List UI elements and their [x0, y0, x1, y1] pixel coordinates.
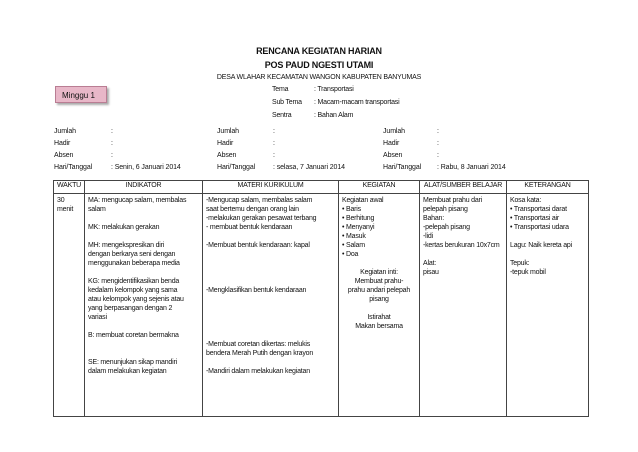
absen-label: Absen	[217, 152, 237, 159]
text-line: • Transportasi udara	[510, 223, 585, 232]
text-line: -tepuk mobil	[510, 269, 546, 276]
text-line: Istirahat	[367, 314, 391, 321]
header-alat: ALAT/SUMBER BELAJAR	[420, 181, 507, 194]
text-line: B: membuat coretan bermakna	[88, 332, 179, 339]
text-line: Makan bersama	[355, 323, 403, 330]
sentra-value: : Bahan Alam	[314, 112, 354, 119]
header-waktu: WAKTU	[54, 181, 85, 194]
activity-table	[53, 180, 589, 417]
text-line	[206, 295, 335, 304]
kegiatan-list	[342, 205, 416, 259]
page-title: RENCANA KEGIATAN HARIAN	[256, 46, 382, 56]
keterangan-list	[510, 205, 585, 232]
colon: :	[111, 128, 113, 135]
jumlah-label: Jumlah	[383, 128, 405, 135]
text-line: salam	[88, 206, 106, 213]
text-line: -Mandiri dalam melakukan kegiatan	[206, 368, 310, 375]
text-line: -lidi	[423, 233, 433, 240]
text-line: KG: mengidentifikasikan benda	[88, 278, 180, 285]
text-line	[88, 268, 199, 277]
text-line: pelepah pisang	[423, 206, 468, 213]
text-line: pisang	[369, 296, 389, 303]
text-line: • Transportasi air	[510, 214, 585, 223]
text-line: • Masuk	[342, 232, 416, 241]
text-line: Membuat prahu-	[354, 278, 404, 285]
text-line	[206, 313, 335, 322]
text-line: -pelepah pisang	[423, 224, 470, 231]
text-line: • Transportasi darat	[510, 205, 585, 214]
colon: :	[111, 140, 113, 147]
text-line: Lagu: Naik kereta api	[510, 242, 572, 249]
hadir-label: Hadir	[54, 140, 71, 147]
subtheme-key: Sub Tema	[272, 99, 302, 106]
table-row	[54, 194, 589, 417]
colon: :	[273, 152, 275, 159]
tanggal-label: Hari/Tanggal	[383, 164, 422, 171]
header-kegiatan: KEGIATAN	[339, 181, 420, 194]
theme-key: Tema	[272, 86, 289, 93]
text-line	[88, 232, 199, 241]
text-line	[206, 277, 335, 286]
school-address: DESA WLAHAR KECAMATAN WANGON KABUPATEN BANYUMAS	[216, 74, 422, 81]
text-line: MK: melakukan gerakan	[88, 224, 160, 231]
text-line: prahu andari pelepah	[347, 287, 411, 294]
text-line	[206, 304, 335, 313]
spacer	[342, 259, 416, 268]
header-keterangan: KETERANGAN	[507, 181, 589, 194]
text-line: • Salam	[342, 241, 416, 250]
text-line: • Berhitung	[342, 214, 416, 223]
text-line: Kegiatan inti:	[360, 269, 398, 276]
materi-cell	[203, 194, 339, 417]
text-line: -kertas berukuran 10x7cm	[423, 242, 500, 249]
header-indikator: INDIKATOR	[85, 181, 203, 194]
alat-cell	[420, 194, 507, 417]
kegiatan-cell	[339, 194, 420, 417]
waktu-cell	[54, 194, 85, 417]
colon: :	[437, 140, 439, 147]
text-line: - membuat bentuk kendaraan	[206, 224, 293, 231]
tanggal-label: Hari/Tanggal	[217, 164, 256, 171]
colon: :	[273, 140, 275, 147]
jumlah-label: Jumlah	[217, 128, 239, 135]
theme-value: : Transportasi	[314, 86, 354, 93]
absen-label: Absen	[383, 152, 403, 159]
text-line	[206, 358, 335, 367]
text-line: menit	[57, 206, 74, 213]
text-line	[510, 232, 585, 241]
text-line: • Baris	[342, 205, 416, 214]
text-line: Alat:	[423, 260, 437, 267]
text-line: saat bertemu dengan orang lain	[206, 206, 299, 213]
text-line	[206, 268, 335, 277]
colon: :	[437, 152, 439, 159]
kegiatan-title: Kegiatan awal	[342, 197, 384, 204]
text-line: Bahan:	[423, 215, 444, 222]
hadir-label: Hadir	[217, 140, 234, 147]
text-line	[206, 322, 335, 331]
text-line: MH: mengekspresikan diri	[88, 242, 165, 249]
text-line: • Menyanyi	[342, 223, 416, 232]
text-line	[342, 304, 416, 313]
absen-label: Absen	[54, 152, 74, 159]
colon: :	[437, 128, 439, 135]
keterangan-title: Kosa kata:	[510, 197, 542, 204]
text-line: -Mengklasifikan bentuk kendaraan	[206, 287, 307, 294]
subtheme-value: : Macam-macam transportasi	[314, 99, 400, 106]
text-line: -Membuat coretan dikertas: melukis	[206, 341, 311, 348]
indikator-cell	[85, 194, 203, 417]
text-line	[88, 349, 199, 358]
colon: :	[273, 128, 275, 135]
text-line: Tepuk:	[510, 260, 530, 267]
text-line: atau kelompok yang sejenis atau	[88, 296, 184, 303]
sentra-key: Sentra	[272, 112, 292, 119]
text-line: Membuat prahu dari	[423, 197, 483, 204]
keterangan-extra	[510, 232, 585, 277]
text-line	[88, 322, 199, 331]
school-name: POS PAUD NGESTI UTAMI	[264, 60, 374, 70]
text-line: menggunakan beberapa media	[88, 260, 180, 267]
text-line	[510, 250, 585, 259]
jumlah-label: Jumlah	[54, 128, 76, 135]
text-line: MA: mengucap salam, membalas	[88, 197, 187, 204]
text-line	[423, 250, 503, 259]
kegiatan-inti	[342, 268, 416, 331]
text-line: -melakukan gerakan pesawat terbang	[206, 215, 317, 222]
text-line: -Mengucap salam, membalas salam	[206, 197, 313, 204]
week-label: Minggu 1	[55, 86, 107, 103]
tanggal-label: Hari/Tanggal	[54, 164, 93, 171]
colon: :	[111, 152, 113, 159]
text-line: pisau	[423, 269, 439, 276]
text-line: kedalam kelompok yang sama	[88, 287, 178, 294]
text-line	[206, 232, 335, 241]
text-line	[88, 214, 199, 223]
text-line	[206, 259, 335, 268]
text-line: SE: menunjukan sikap mandiri	[88, 359, 177, 366]
text-line: bendera Merah Putih dengan krayon	[206, 350, 314, 357]
text-line: yang berpasangan dengan 2	[88, 305, 173, 312]
text-line	[206, 331, 335, 340]
text-line: variasi	[88, 314, 107, 321]
table-header-row	[54, 181, 589, 194]
text-line: 30	[57, 197, 65, 204]
text-line: • Doa	[342, 250, 416, 259]
text-line	[206, 250, 335, 259]
tanggal-value: : Senin, 6 Januari 2014	[111, 164, 181, 171]
tanggal-value: : selasa, 7 Januari 2014	[273, 164, 345, 171]
text-line: -Membuat bentuk kendaraan: kapal	[206, 242, 310, 249]
hadir-label: Hadir	[383, 140, 400, 147]
text-line	[88, 340, 199, 349]
header-materi: MATERI KURIKULUM	[203, 181, 339, 194]
keterangan-cell	[507, 194, 589, 417]
text-line: dengan berkarya seni dengan	[88, 251, 176, 258]
text-line: dalam melakukan kegiatan	[88, 368, 167, 375]
tanggal-value: : Rabu, 8 Januari 2014	[437, 164, 506, 171]
